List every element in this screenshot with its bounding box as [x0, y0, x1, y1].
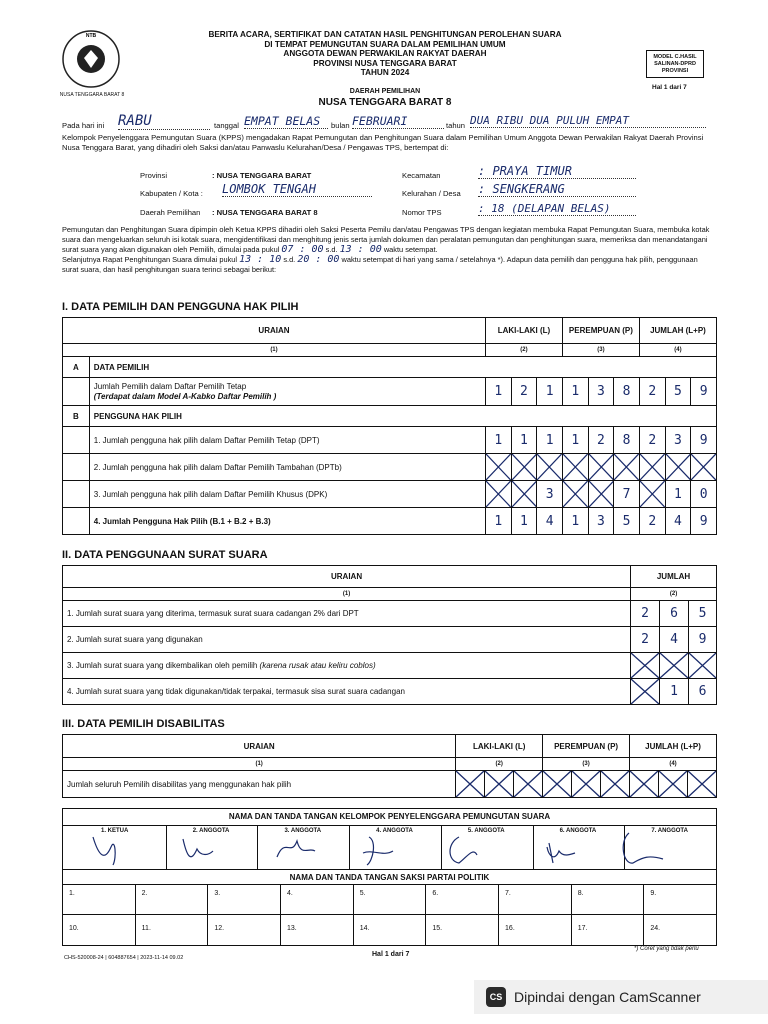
footer-page: Hal 1 dari 7 [372, 951, 410, 958]
sig-anggota-3: 3. ANGGOTA [258, 825, 350, 869]
saksi-12: 12. [208, 915, 281, 946]
count-start-time: 13 : 10 [239, 254, 282, 265]
signature-block [62, 808, 717, 946]
s2-row1-label: 1. Jumlah surat suara yang diterima, termasuk surat suara cadangan 2% dari DPT [63, 601, 631, 627]
saksi-7: 7. [499, 885, 572, 915]
saksi-10: 10. [63, 915, 136, 946]
tps-label: Nomor TPS [402, 208, 442, 217]
tahun-value: DUA RIBU DUA PULUH EMPAT [470, 114, 706, 128]
tanggal-label: tanggal [214, 121, 239, 130]
row-b2-label: 2. Jumlah pengguna hak pilih dalam Daftar Pemilih Tambahan (DPTb) [89, 454, 485, 481]
page-number-top: Hal 1 dari 7 [652, 84, 687, 91]
daerah-label: DAERAH PEMILIHAN [349, 88, 421, 95]
kecamatan-label: Kecamatan [402, 171, 441, 180]
s2-row3-label: 3. Jumlah surat suara yang dikembalikan oleh pemilih (karena rusak atau keliru coblos) [63, 653, 631, 679]
camscanner-icon: CS [486, 987, 506, 1007]
sig-anggota-5: 5. ANGGOTA [442, 825, 534, 869]
saksi-9: 9. [650, 890, 657, 897]
s2-col-uraian: URAIAN [63, 566, 631, 588]
s1-col-p: PEREMPUAN (P) [562, 318, 639, 344]
s3-col-p: PEREMPUAN (P) [543, 735, 630, 758]
row-b-title: PENGGUNA HAK PILIH [89, 406, 716, 427]
pada-hari-label: Pada hari ini [62, 121, 105, 130]
saksi-16: 16. [499, 915, 572, 946]
svg-text:NTB: NTB [85, 33, 97, 39]
saksi-17: 17. [572, 915, 645, 946]
s1-col-j: JUMLAH (L+P) [639, 318, 716, 344]
document-title: BERITA ACARA, SERTIFIKAT DAN CATATAN HASIL PENGHITUNGAN PEROLEHAN SUARA DI TEMPAT PEMUNGUTAN SUARA DALAM PEMILIHAN UMUM ANGGOTA DEWAN PERWAKILAN RAKYAT DAERAH PROVINSI NUSA TENGGARA BARAT TAHUN 2024 [208, 30, 562, 77]
s3-n2: (2) [456, 758, 543, 771]
dapil-value: : NUSA TENGGARA BARAT 8 [212, 208, 318, 217]
handwritten-signatures [63, 827, 716, 871]
end-time: 13 : 00 [339, 244, 382, 255]
kpps-title: NAMA DAN TANDA TANGAN KELOMPOK PENYELENGGARA PEMUNGUTAN SUARA [228, 812, 551, 821]
saksi-15: 15. [426, 915, 499, 946]
section-3-table [62, 734, 717, 798]
hari-value: RABU [118, 113, 210, 130]
daerah-value: NUSA TENGGARA BARAT 8 [318, 97, 452, 108]
s3-col-l: LAKI-LAKI (L) [456, 735, 543, 758]
provinsi-value: : NUSA TENGGARA BARAT [212, 171, 312, 180]
bulan-label: bulan [331, 121, 350, 130]
saksi-5: 5. [354, 885, 427, 915]
saksi-1: 1. [63, 885, 136, 915]
s1-n4: (4) [639, 344, 716, 357]
sig-anggota-7: 7. ANGGOTA [625, 825, 716, 869]
kabupaten-value: LOMBOK TENGAH [222, 182, 372, 197]
kpu-logo [60, 28, 122, 90]
s2-col-j: JUMLAH [631, 566, 717, 588]
saksi-24: 24. [650, 925, 661, 932]
saksi-11: 11. [136, 915, 209, 946]
s3-row1-label: Jumlah seluruh Pemilih disabilitas yang menggunakan hak pilih [63, 771, 456, 798]
count-end-time: 20 : 00 [297, 254, 340, 265]
saksi-title: NAMA DAN TANDA TANGAN SAKSI PARTAI POLITIK [63, 869, 716, 885]
saksi-3: 3. [208, 885, 281, 915]
tahun-label: tahun [446, 121, 466, 130]
sig-ketua: 1. KETUA [63, 825, 167, 869]
s3-col-uraian: URAIAN [63, 735, 456, 758]
saksi-2: 2. [136, 885, 209, 915]
procedure-text: Pemungutan dan Penghitungan Suara dipimpin oleh Ketua KPPS dihadiri oleh Saksi Peserta Pemilu dan/atau Pengawas TPS dengan kegiatan membuka Rapat Pemungutan Suara, membuka kotak suara dan mengeluarkan seluruh isi kotak suara, mengidentifikasi dan menghitung jenis serta jumlah dokumen dan peralatan pemungutan dan penghitungan suara, memeriksa dan menandatangani surat suara yang akan digunakan oleh Pemilih, dimulai pada pukul 07 : 00 s.d. 13 : 00 waktu setempat. Selanjutnya Rapat Penghitungan Suara dimulai pukul 13 : 10 s.d. 20 : 00 waktu setempat di hari yang sama / setelahnya *). Adapun data pemilih dan pengguna hak pilih, penggunaan surat suara, dan hasil penghitungan suara terinci sebagai berikut: [62, 225, 710, 274]
s1-n3: (3) [562, 344, 639, 357]
row-a-code: A [63, 357, 90, 378]
s1-n2: (2) [485, 344, 562, 357]
row-b4-label: 4. Jumlah Pengguna Hak Pilih (B.1 + B.2 + B.3) [89, 508, 485, 535]
row-a1-label: Jumlah Pemilih dalam Daftar Pemilih Tetap (Terdapat dalam Model A-Kabko Daftar Pemilih ) [89, 378, 485, 406]
dapil-label: Daerah Pemilihan [140, 208, 201, 217]
s1-col-l: LAKI-LAKI (L) [485, 318, 562, 344]
s3-n4: (4) [630, 758, 717, 771]
s3-col-j: JUMLAH (L+P) [630, 735, 717, 758]
intro-paragraph: Kelompok Penyelenggara Pemungutan Suara (KPPS) mengadakan Rapat Pemungutan dan Penghitungan Suara dalam Pemilihan Umum Anggota Dewan Perwakilan Rakyat Daerah Provinsi Nusa Tenggara Barat, yang dihadiri oleh Saksi dan/atau Panwaslu Kelurahan/Desa / Pengawas TPS, bertempat di: [62, 133, 704, 152]
model-box: MODEL C.HASIL SALINAN-DPRD PROVINSI [646, 50, 704, 78]
section-2-title: II. DATA PENGGUNAAN SURAT SUARA [62, 549, 268, 561]
kelurahan-value: : SENGKERANG [478, 182, 636, 197]
bulan-value: FEBRUARI [352, 114, 444, 129]
saksi-8: 8. [572, 885, 645, 915]
s1-col-uraian: URAIAN [63, 318, 486, 344]
saksi-14: 14. [354, 915, 427, 946]
start-time: 07 : 00 [281, 244, 324, 255]
footer-note: *) Coret yang tidak perlu [634, 946, 699, 952]
kabupaten-label: Kabupaten / Kota : [140, 189, 203, 198]
row-a-title: DATA PEMILIH [89, 357, 716, 378]
tanggal-value: EMPAT BELAS [244, 114, 328, 129]
s2-row2-label: 2. Jumlah surat suara yang digunakan [63, 627, 631, 653]
section-1-table: URAIAN LAKI-LAKI (L) PEREMPUAN (P) JUMLAH (L+P) (1) (2) (3) (4) A DATA PEMILIH Jumlah Pemilih dalam Daftar Pemilih Tetap (Terdapat dalam Model A-Kabko Daftar Pemilih ) 1 2 1 1 3 8 2 5 9 B PENGGUNA HAK PILIH 1. Jumlah pengguna hak pilih dalam Daftar Pemilih Tetap (DPT) 1 1 1 1 2 8 2 3 9 2. Jumlah pengguna hak pilih dalam Daftar Pemilih Tambahan (DPTb) 3. Jumlah pengguna hak pilih dalam Daftar Pemilih Khusus (DPK) 3 7 1 0 4. Jumlah Pengguna Hak Pilih (B.1 + B.2 + B.3) 1 1 4 1 3 5 2 4 9 [62, 317, 717, 535]
s2-row4-label: 4. Jumlah surat suara yang tidak digunakan/tidak terpakai, termasuk sisa surat suara cadangan [63, 679, 631, 705]
kecamatan-value: : PRAYA TIMUR [478, 164, 636, 179]
logo-caption: NUSA TENGGARA BARAT 8 [59, 92, 125, 98]
footer-code: CHS-520008-24 | 604887654 | 2023-11-14 09.02 [64, 955, 184, 961]
s3-n1: (1) [63, 758, 456, 771]
row-b3-label: 3. Jumlah pengguna hak pilih dalam Daftar Pemilih Khusus (DPK) [89, 481, 485, 508]
kelurahan-label: Kelurahan / Desa [402, 189, 461, 198]
sig-anggota-6: 6. ANGGOTA [534, 825, 626, 869]
section-2-table: URAIAN JUMLAH (1) (2) 1. Jumlah surat suara yang diterima, termasuk surat suara cadangan 2% dari DPT 2 6 5 2. Jumlah surat suara yang digunakan 2 4 9 3. Jumlah surat suara yang dikembalikan oleh pemilih (karena rusak atau keliru coblos) 4. Jumlah surat suara yang tidak digunakan/tidak terpakai, termasuk sisa surat suara cadangan 1 6 [62, 565, 717, 705]
provinsi-label: Provinsi [140, 171, 168, 180]
section-3-title: III. DATA PEMILIH DISABILITAS [62, 718, 225, 730]
camscanner-label: Dipindai dengan CamScanner [514, 989, 701, 1005]
saksi-13: 13. [281, 915, 354, 946]
s1-n1: (1) [63, 344, 486, 357]
sig-anggota-4: 4. ANGGOTA [350, 825, 442, 869]
section-1-title: I. DATA PEMILIH DAN PENGGUNA HAK PILIH [62, 301, 299, 313]
row-b1-label: 1. Jumlah pengguna hak pilih dalam Daftar Pemilih Tetap (DPT) [89, 427, 485, 454]
tps-value: : 18 (DELAPAN BELAS) [478, 202, 636, 216]
saksi-6: 6. [426, 885, 499, 915]
row-b-code: B [63, 406, 90, 427]
s3-n3: (3) [543, 758, 630, 771]
s2-n1: (1) [63, 588, 631, 601]
saksi-4: 4. [281, 885, 354, 915]
sig-anggota-2: 2. ANGGOTA [167, 825, 259, 869]
s2-n2: (2) [631, 588, 717, 601]
camscanner-badge [474, 980, 768, 1014]
